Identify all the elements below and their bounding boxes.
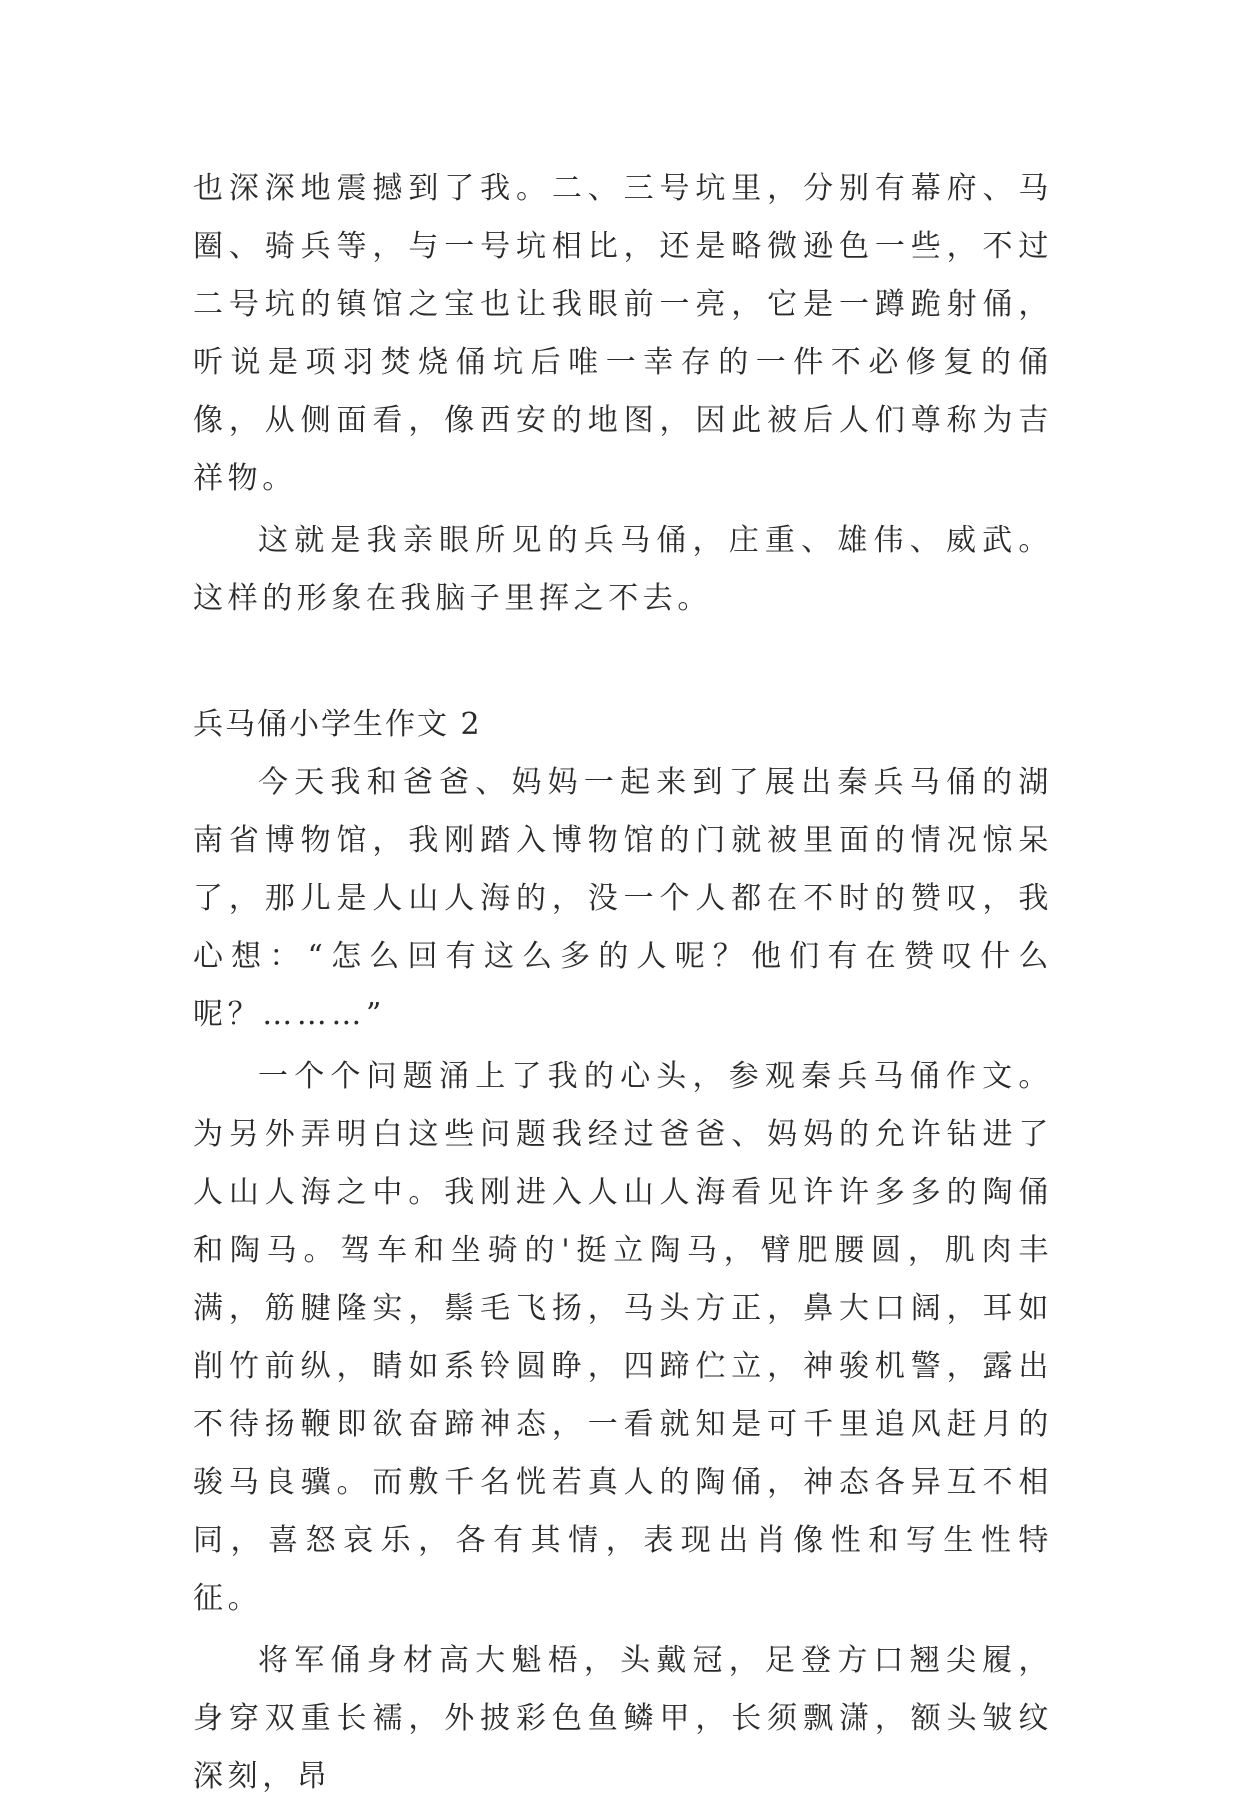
paragraph: 今天我和爸爸、妈妈一起来到了展出秦兵马俑的湖南省博物馆，我刚踏入博物馆的门就被里面的情况惊呆了，那儿是人山人海的，没一个人都在不时的赞叹，我心想：“怎么回有这么多的人呢？他们有在赞叹什么呢？………” (193, 765, 1053, 1032)
paragraph: 将军俑身材高大魁梧，头戴冠，足登方口翘尖履，身穿双重长襦，外披彩色鱼鳞甲，长须飘潇，额头皱纹深刻，昂 (193, 1643, 1053, 1794)
paragraph: 一个个问题涌上了我的心头，参观秦兵马俑作文。为另外弄明白这些问题我经过爸爸、妈妈的允许钻进了人山人海之中。我刚进入人山人海看见许许多多的陶俑和陶马。驾车和坐骑的'挺立陶马，臂肥腰圆，肌肉丰满，筋腱隆实，鬃毛飞扬，马头方正，鼻大口阔，耳如削竹前纵，睛如系铃圆睁，四蹄伫立，神骏机警，露出不待扬鞭即欲奋蹄神态，一看就知是可千里追风赶月的骏马良骥。而敷千名恍若真人的陶俑，神态各异互不相同，喜怒哀乐，各有其情，表现出肖像性和写生性特征。 (193, 1059, 1053, 1616)
paragraph-conclusion: 这就是我亲眼所见的兵马俑，庄重、雄伟、威武。这样的形象在我脑子里挥之不去。 (193, 523, 1053, 616)
section-title: 兵马俑小学生作文 2 (193, 707, 482, 742)
document-body (193, 160, 1053, 1806)
paragraph-continued: 也深深地震撼到了我。二、三号坑里，分别有幕府、马圈、骑兵等，与一号坑相比，还是略微逊色一些，不过二号坑的镇馆之宝也让我眼前一亮，它是一蹲跪射俑，听说是项羽焚烧俑坑后唯一幸存的一件不必修复的俑像，从侧面看，像西安的地图，因此被后人们尊称为吉祥物。 (193, 171, 1053, 496)
